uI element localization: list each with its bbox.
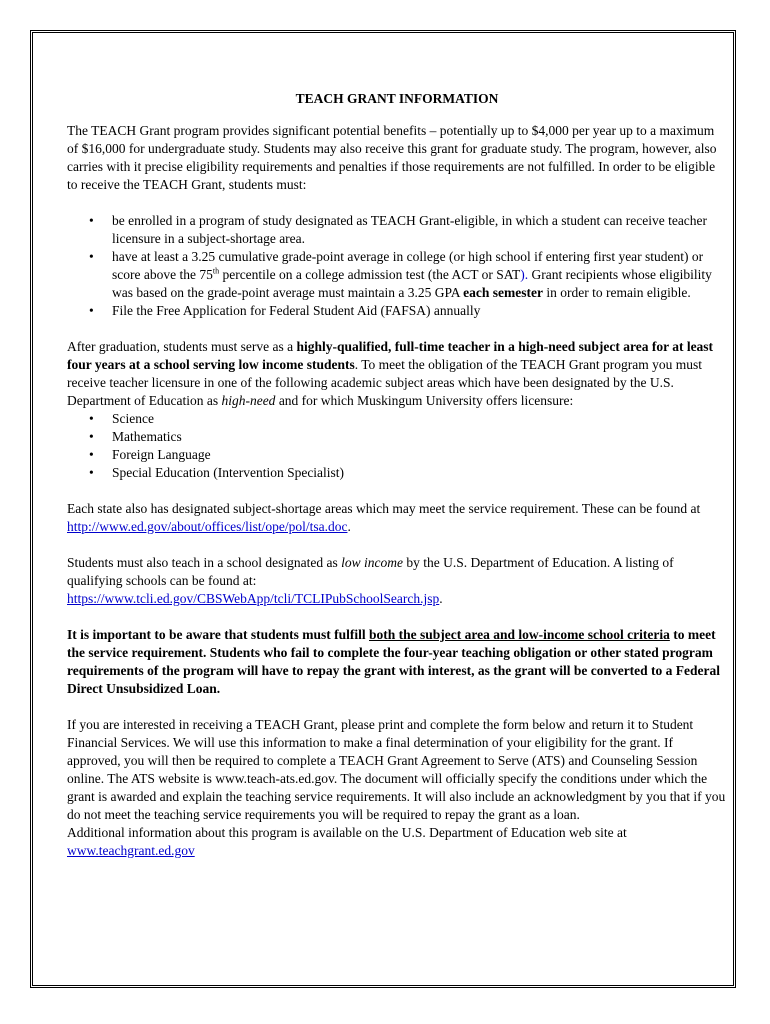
teachgrant-link[interactable]: www.teachgrant.ed.gov — [67, 843, 195, 858]
eligibility-list — [67, 212, 727, 320]
document-body — [67, 90, 727, 860]
closing-paragraph: If you are interested in receiving a TEACH Grant, please print and complete the form below and return it to Student Financial Services. We will use this information to make a final determination of your eligibility for the grant. If approved, you will then be required to complete a TEACH Grant Agreement to Serve (ATS) and Counseling Session online. The ATS website is www.teach-ats.ed.gov. The document will officially specify the conditions under which the grant is awarded and explain the teaching service requirements. It will also include an acknowledgment by you that if you do not meet the teaching service requirements you will be required to repay the grant as a loan. — [67, 717, 726, 822]
list-item: • Foreign Language — [112, 446, 727, 464]
list-item: • be enrolled in a program of study designated as TEACH Grant-eligible, in which a student can receive teacher licensure in a subject-shortage area. — [112, 212, 727, 248]
list-item: • Mathematics — [112, 428, 727, 446]
subject-list — [67, 410, 727, 482]
list-item: • Special Education (Intervention Specialist) — [112, 464, 727, 482]
list-item: • File the Free Application for Federal Student Aid (FAFSA) annually — [112, 302, 727, 320]
list-item: • have at least a 3.25 cumulative grade-point average in college (or high school if entering first year student) or score above the 75th percentile on a college admission test (the ACT or SAT). Grant recipients whose eligibility was based on the grade-point average must maintain a 3.25 GPA each semester in order to remain eligible. — [112, 248, 727, 302]
warning-paragraph: It is important to be aware that students must fulfill both the subject area and low-income school criteria to meet the service requirement. Students who fail to complete the four-year teaching obligation or other stated program requirements of the program will have to repay the grant with interest, as the grant will be converted to a Federal Direct Unsubsidized Loan. — [67, 627, 721, 696]
school-search-link[interactable]: https://www.tcli.ed.gov/CBSWebApp/tcli/TCLIPubSchoolSearch.jsp — [67, 591, 440, 606]
state-paragraph: Each state also has designated subject-shortage areas which may meet the service requirement. These can be found at http://www.ed.gov/about/offices/list/ope/pol/tsa.doc. — [67, 501, 701, 534]
service-paragraph: After graduation, students must serve as a highly-qualified, full-time teacher in a high-need subject area for at least four years at a school serving low income students. To meet the obligation of the TEACH Grant program you must receive teacher licensure in one of the following academic subject areas which have been designated by the U.S. Department of Education as high-need and for which Muskingum University offers licensure: — [67, 339, 714, 408]
schools-paragraph: Students must also teach in a school designated as low income by the U.S. Department of Education. A listing of qualifying schools can be found at: https://www.tcli.ed.gov/CBSWebApp/tcli/TCLIPubSchoolSearch.jsp. — [67, 555, 674, 606]
intro-paragraph: The TEACH Grant program provides significant potential benefits – potentially up to $4,000 per year up to a maximum of $16,000 for undergraduate study. Students may also receive this grant for graduate study. The program, however, also carries with it precise eligibility requirements and penalties if those requirements are not fulfilled. In order to be eligible to receive the TEACH Grant, students must: — [67, 123, 717, 192]
additional-info: Additional information about this program is available on the U.S. Department of Education web site at — [67, 825, 627, 840]
list-item: • Science — [112, 410, 727, 428]
page-title: TEACH GRANT INFORMATION — [295, 91, 499, 106]
tsa-link[interactable]: http://www.ed.gov/about/offices/list/ope/pol/tsa.doc — [67, 519, 348, 534]
